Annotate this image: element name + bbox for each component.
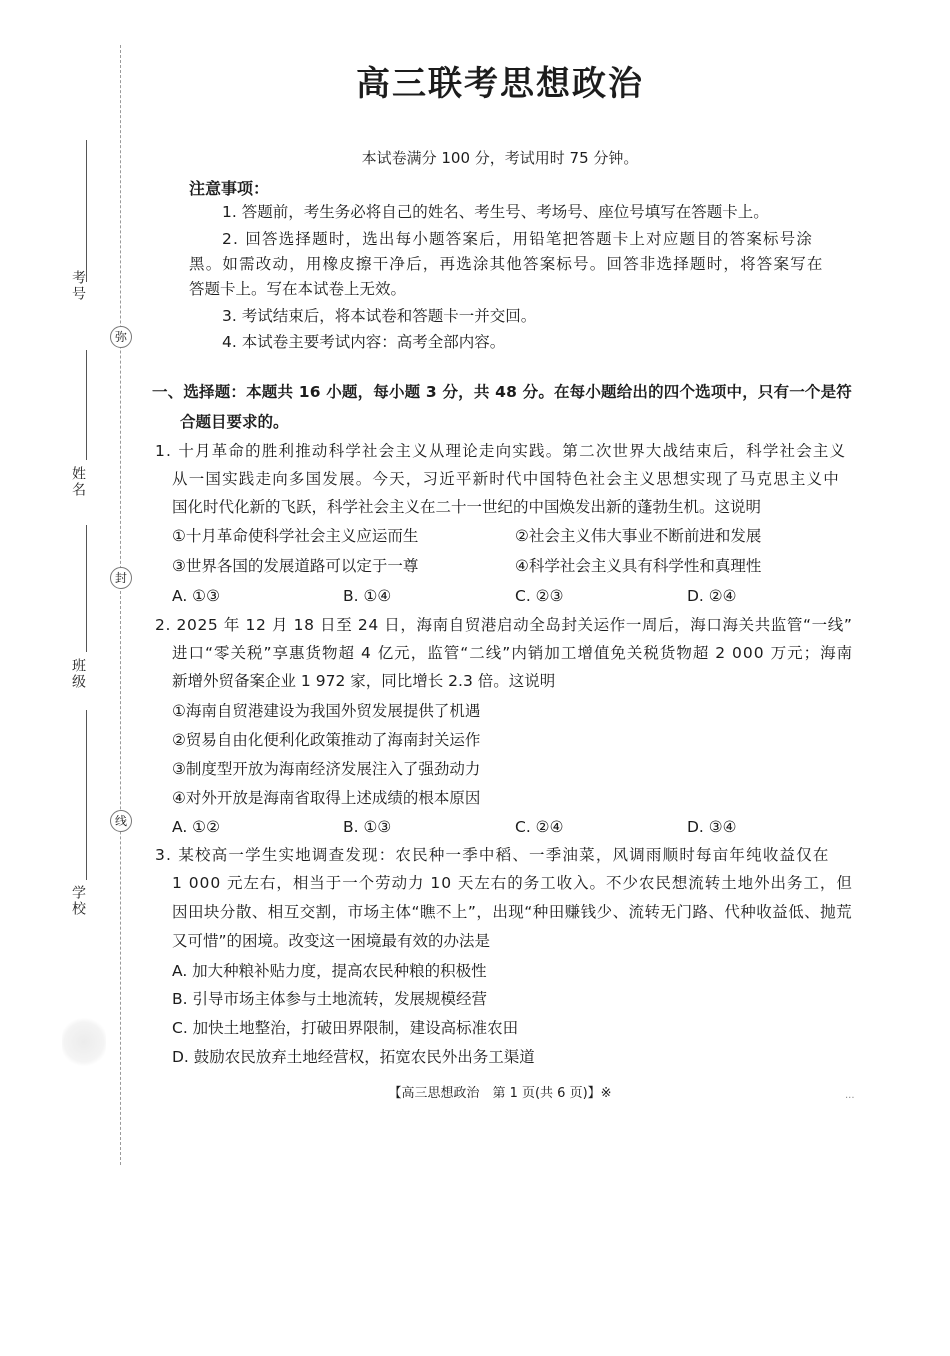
notice-item-4: 4. 本试卷主要考试内容：高考全部内容。	[222, 333, 506, 351]
q1-statement-2: ②社会主义伟大事业不断前进和发展	[515, 527, 762, 545]
q2-stem-line-1: 2. 2025 年 12 月 18 日至 24 日，海南自贸港启动全岛封关运作一周后，海口海关共监管“一线”	[155, 616, 853, 634]
class-rule	[86, 525, 87, 652]
corner-mark: ...	[845, 1090, 855, 1101]
q2-option-a: A. ①②	[172, 818, 220, 836]
page-title: 高三联考思想政治	[356, 64, 644, 104]
name-label: 姓名	[70, 466, 86, 498]
q2-option-d: D. ③④	[687, 818, 737, 836]
q3-option-a: A. 加大种粮补贴力度，提高农民种粮的积极性	[172, 962, 487, 980]
q3-stem-line-2: 1 000 元左右，相当于一个劳动力 10 天左右的务工收入。不少农民想流转土地外出务工，但	[172, 874, 853, 892]
q2-option-c: C. ②④	[515, 818, 564, 836]
page-footer: 【高三思想政治 第 1 页(共 6 页)】※	[388, 1086, 612, 1101]
scan-smudge	[62, 1018, 106, 1066]
exam-number-rule	[86, 140, 87, 282]
q1-stem-line-3: 国化时代化新的飞跃，科学社会主义在二十一世纪的中国焕发出新的蓬勃生机。这说明	[172, 498, 762, 516]
q1-statement-1: ①十月革命使科学社会主义应运而生	[172, 527, 419, 545]
notice-heading: 注意事项：	[189, 179, 270, 198]
notice-item-2-line-2: 黑。如需改动，用橡皮擦干净后，再选涂其他答案标号。回答非选择题时，将答案写在	[189, 255, 824, 273]
notice-item-2-line-3: 答题卡上。写在本试卷上无效。	[189, 280, 407, 298]
seal-char-mi: 弥	[110, 326, 132, 348]
q2-statement-3: ③制度型开放为海南经济发展注入了强劲动力	[172, 760, 481, 778]
q1-stem-line-1: 1. 十月革命的胜利推动科学社会主义从理论走向实践。第二次世界大战结束后，科学社会主义	[155, 442, 847, 460]
q1-statement-3: ③世界各国的发展道路可以定于一尊	[172, 557, 419, 575]
q3-stem-line-1: 3. 某校高一学生实地调查发现：农民种一季中稻、一季油菜，风调雨顺时每亩年纯收益仅在	[155, 846, 830, 864]
q3-stem-line-3: 因田块分散、相互交割，市场主体“瞧不上”，出现“种田赚钱少、流转无门路、代种收益低、抛荒	[172, 903, 853, 921]
notice-item-3: 3. 考试结束后，将本试卷和答题卡一并交回。	[222, 307, 537, 325]
q1-option-a: A. ①③	[172, 587, 220, 605]
q2-statement-2: ②贸易自由化便利化政策推动了海南封关运作	[172, 731, 481, 749]
q2-option-b: B. ①③	[343, 818, 392, 836]
notice-item-2-line-1: 2. 回答选择题时，选出每小题答案后，用铅笔把答题卡上对应题目的答案标号涂	[222, 230, 814, 248]
section-1-heading-line-2: 合题目要求的。	[180, 413, 289, 431]
name-rule	[86, 350, 87, 460]
q3-stem-line-4: 又可惜”的困境。改变这一困境最有效的办法是	[172, 932, 491, 950]
exam-number-label: 考号	[70, 270, 86, 302]
q2-stem-line-2: 进口“零关税”享惠货物超 4 亿元，监管“二线”内销加工增值免关税货物超 2 000 万元；海南	[172, 644, 854, 662]
q2-stem-line-3: 新增外贸备案企业 1 972 家，同比增长 2.3 倍。这说明	[172, 672, 556, 690]
notice-item-1: 1. 答题前，考生务必将自己的姓名、考生号、考场号、座位号填写在答题卡上。	[222, 203, 769, 221]
q3-option-b: B. 引导市场主体参与土地流转，发展规模经营	[172, 990, 487, 1008]
q3-option-c: C. 加快土地整治，打破田界限制，建设高标准农田	[172, 1019, 519, 1037]
q3-option-d: D. 鼓励农民放弃土地经营权，拓宽农民外出务工渠道	[172, 1048, 535, 1066]
q1-stem-line-2: 从一国实践走向多国发展。今天，习近平新时代中国特色社会主义思想实现了马克思主义中	[172, 470, 841, 488]
school-rule	[86, 710, 87, 880]
section-1-heading-line-1: 一、选择题：本题共 16 小题，每小题 3 分，共 48 分。在每小题给出的四个选项中，只有一个是符	[152, 383, 852, 401]
class-label: 班级	[70, 658, 86, 690]
binding-dashed-line	[120, 45, 121, 1165]
school-label: 学校	[70, 885, 86, 917]
seal-char-feng: 封	[110, 567, 132, 589]
seal-char-xian: 线	[110, 810, 132, 832]
q1-option-d: D. ②④	[687, 587, 737, 605]
q1-statement-4: ④科学社会主义具有科学性和真理性	[515, 557, 762, 575]
q1-option-b: B. ①④	[343, 587, 392, 605]
q1-option-c: C. ②③	[515, 587, 564, 605]
q2-statement-4: ④对外开放是海南省取得上述成绩的根本原因	[172, 789, 481, 807]
exam-info: 本试卷满分 100 分，考试用时 75 分钟。	[361, 149, 639, 167]
q2-statement-1: ①海南自贸港建设为我国外贸发展提供了机遇	[172, 702, 481, 720]
